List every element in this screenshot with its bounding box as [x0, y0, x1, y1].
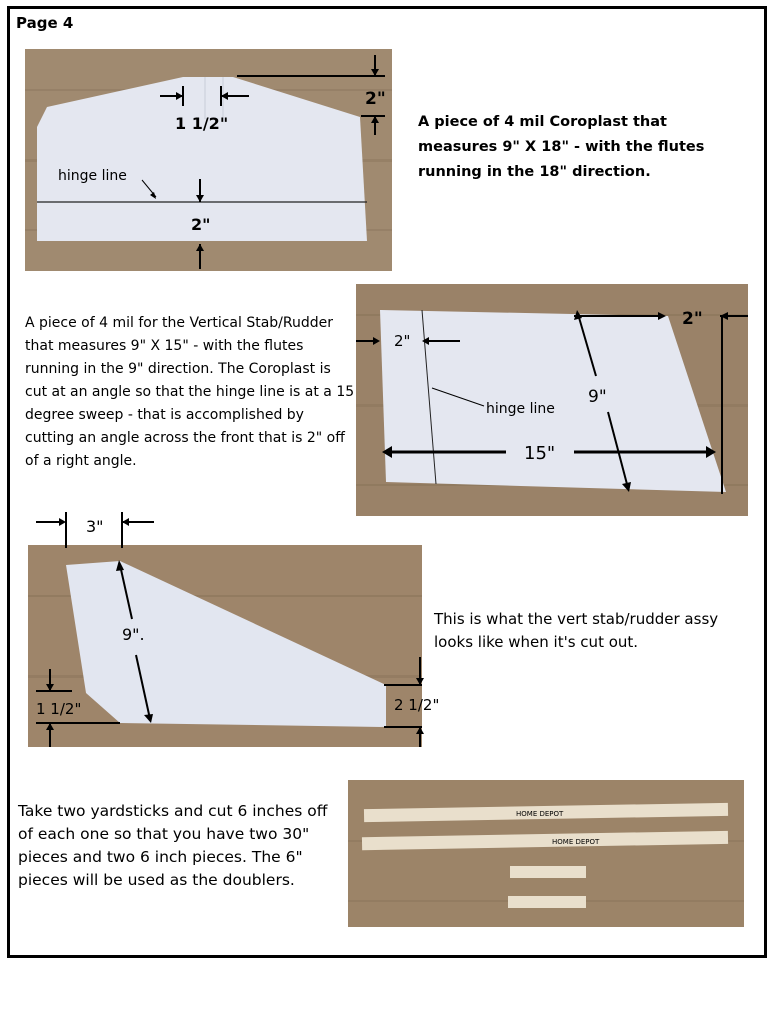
yardstick-2-text: HOME DEPOT: [552, 838, 600, 846]
vertical-stab-top-dim: 2": [682, 309, 703, 329]
rudder-top-dim: 3": [86, 517, 104, 536]
rudder-right-dim: 2 1/2": [394, 696, 440, 714]
stabilizer-photo: [25, 49, 392, 271]
stabilizer-hinge-dim: 2": [191, 215, 211, 234]
vertical-stab-hinge-dim: 2": [394, 332, 411, 350]
stabilizer-hinge-label: hinge line: [58, 168, 127, 184]
vertical-stab-length-dim: 15": [524, 443, 556, 464]
vertical-stab-hinge-label: hinge line: [486, 401, 555, 417]
rudder-top-dim-block: [30, 508, 160, 548]
yardstick-caption: Take two yardsticks and cut 6 inches off of each one so that you have two 30" pieces and two 6 inch pieces. The 6" pieces will be used as the doublers.: [18, 802, 328, 889]
rudder-left-dim: 1 1/2": [36, 700, 82, 718]
yardstick-short-1: [510, 866, 586, 878]
yardstick-1-text: HOME DEPOT: [516, 810, 564, 818]
yardstick-short-2: [508, 896, 586, 908]
rudder-height-dim: 9".: [122, 625, 145, 644]
vertical-stab-height-dim: 9": [588, 387, 607, 407]
vertical-stab-photo: [356, 284, 748, 516]
stabilizer-caption: A piece of 4 mil Coroplast that measures 9" X 18" - with the flutes running in the 18" direction.: [418, 114, 705, 180]
vertical-stab-caption: A piece of 4 mil for the Vertical Stab/Rudder that measures 9" X 15" - with the flutes running in the 9" direction. The Coroplast is cut at an angle so that the hinge line is at a 15 degree sweep - that is accomplished by cutting an angle across the front that is 2" off of a right angle.: [25, 315, 355, 469]
stabilizer-corner-dim: 2": [365, 89, 386, 109]
yardsticks-photo: [348, 780, 744, 927]
rudder-cutout-photo: [28, 545, 440, 747]
page-label: Page 4: [16, 14, 74, 32]
rudder-caption: This is what the vert stab/rudder assy looks like when it's cut out.: [434, 610, 719, 651]
stabilizer-center-dim: 1 1/2": [175, 114, 229, 133]
